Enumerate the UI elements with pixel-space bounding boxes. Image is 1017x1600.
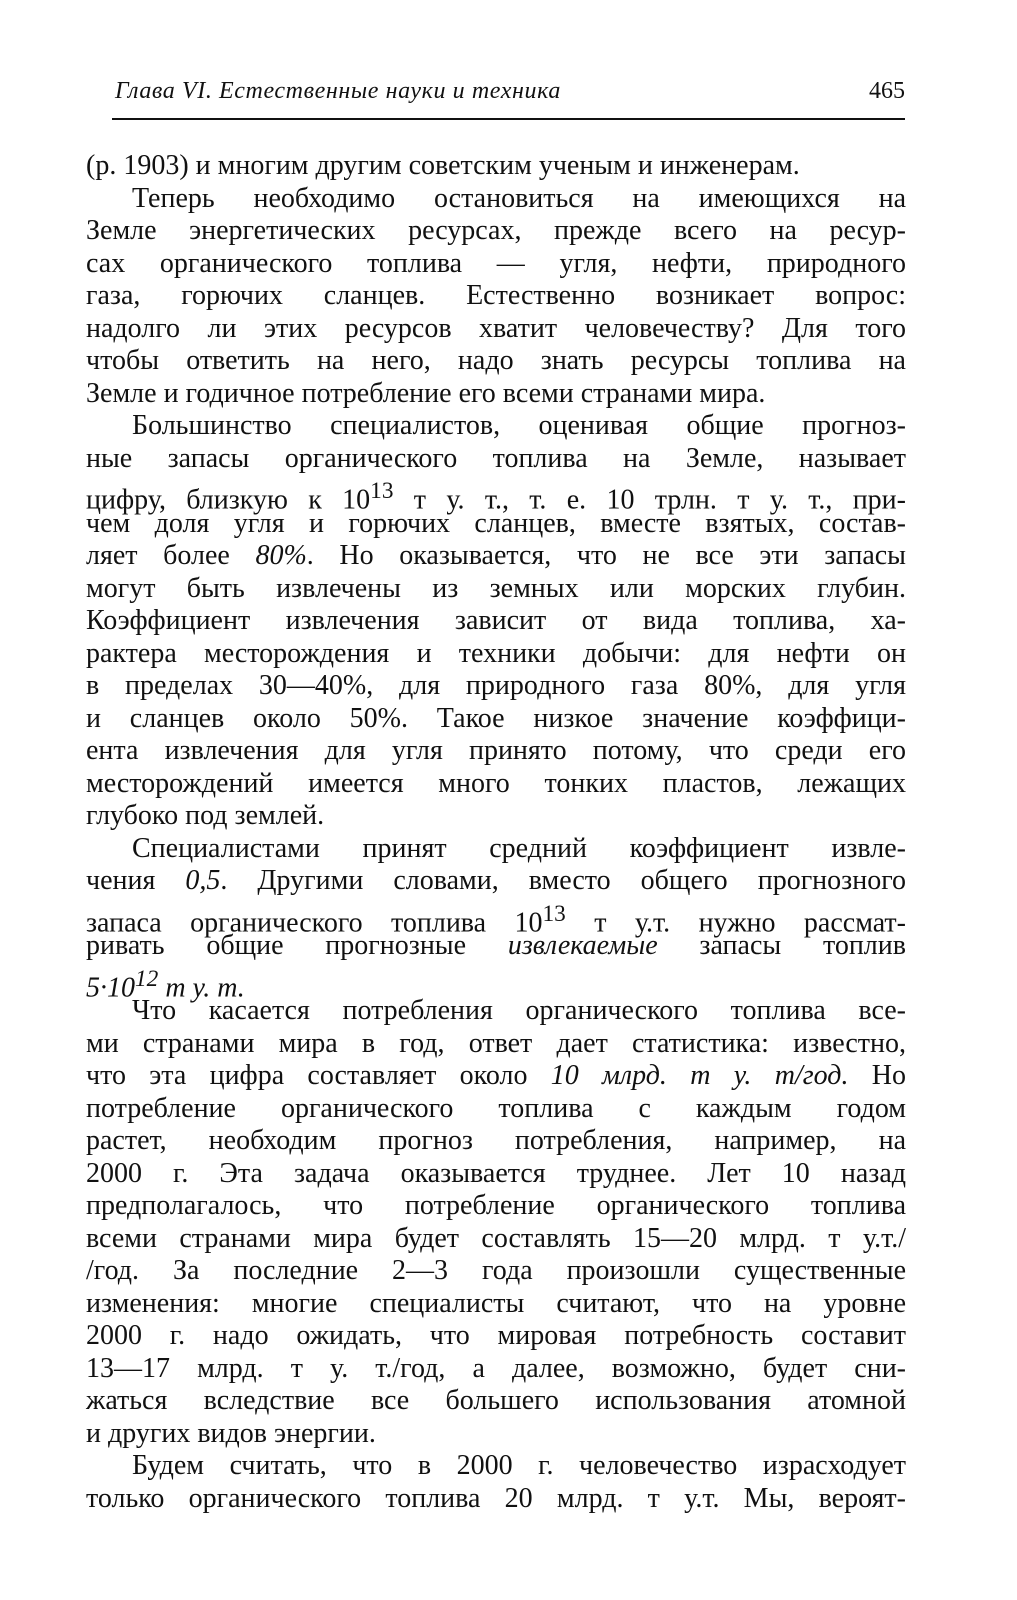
text-line: сах органического топлива — угля, нефти, природного [86, 247, 906, 279]
superscript: 13 [542, 900, 566, 927]
text-segment: 5·10 [86, 971, 135, 1003]
text-segment: т у.т. нужно рассмат- [565, 906, 906, 938]
text-line: месторождений имеется много тонких пластов, лежащих [86, 767, 906, 799]
text-line: чтобы ответить на него, надо знать ресурсы топлива на [86, 345, 906, 376]
italic-segment: 80% [255, 540, 307, 571]
text-line: растет, необходим прогноз потребления, например, на [86, 1125, 906, 1156]
superscript: 13 [370, 478, 394, 504]
text-line: и других видов энергии. [86, 1417, 376, 1449]
text-segment: . Другими словами, вместо общего прогнозного [220, 865, 906, 896]
text-line: /год. За последние 2—3 года произошли существенные [86, 1255, 906, 1286]
text-line: могут быть извлечены из земных или морских глубин. [86, 572, 906, 604]
text-line: газа, горючих сланцев. Естественно возникает вопрос: [86, 280, 906, 311]
text-line: Теперь необходимо остановиться на имеющихся на [132, 182, 906, 214]
text-line: потребление органического топлива с каждым годом [86, 1092, 906, 1124]
page-number: 465 [869, 78, 905, 104]
text-line: надолго ли этих ресурсов хватит человечеству? Для того [86, 312, 906, 344]
text-line: ные запасы органического топлива на Земле, называет [86, 442, 906, 474]
text-line: всеми странами мира будет составлять 15—20 млрд. т у.т./ [86, 1222, 906, 1254]
text-line: Земле и годичное потребление его всеми странами мира. [86, 377, 766, 409]
text-line: 2000 г. Эта задача оказывается труднее. Лет 10 назад [86, 1157, 906, 1189]
text-line: Коэффициент извлечения зависит от вида топлива, ха- [86, 605, 906, 636]
text-line: Земле энергетических ресурсах, прежде всего на ресур- [86, 215, 906, 246]
text-line: предполагалось, что потребление органического топлива [86, 1190, 906, 1221]
text-line [86, 1060, 906, 1093]
text-line [86, 865, 906, 898]
text-line [86, 475, 906, 516]
text-line: только органического топлива 20 млрд. т у.т. Мы, вероят- [86, 1482, 906, 1514]
text-line [86, 963, 906, 1003]
text-line: ента извлечения для угля принято потому, что среди его [86, 735, 906, 766]
text-line: Специалистами принят средний коэффициент извле- [132, 832, 906, 864]
text-line: Будем считать, что в 2000 г. человечество израсходует [132, 1450, 906, 1481]
text-line: глубоко под землей. [86, 800, 325, 831]
text-line [86, 898, 906, 938]
text-segment: запаса органического топлива 10 [86, 906, 543, 938]
superscript: 12 [135, 965, 159, 992]
running-header [115, 78, 905, 118]
text-segment: Но [848, 1060, 906, 1091]
text-segment: запасы топлив [657, 930, 906, 961]
text-line: чем доля угля и горючих сланцев, вместе взятых, состав- [86, 507, 906, 539]
text-segment: цифру, близкую к 10 [86, 484, 371, 516]
text-segment: что эта цифра составляет около [86, 1060, 551, 1091]
body-text [86, 150, 906, 1515]
text-segment: ляет более [86, 540, 256, 571]
text-line: Большинство специалистов, оценивая общие прогноз- [132, 410, 906, 441]
text-line: рактера месторождения и техники добычи: для нефти он [86, 637, 906, 669]
italic-segment: 0,5 [185, 865, 221, 896]
text-line: 13—17 млрд. т у. т./год, а далее, возможно, будет сни- [86, 1352, 906, 1384]
text-line: (р. 1903) и многим другим советским ученым и инженерам. [86, 150, 800, 181]
text-line [86, 540, 906, 573]
italic-segment: извлекаемые [507, 930, 658, 961]
text-segment: чения [86, 865, 186, 896]
text-line: и сланцев около 50%. Такое низкое значение коэффици- [86, 702, 906, 734]
text-segment: . Но оказывается, что не все эти запасы [306, 540, 906, 571]
text-line: изменения: многие специалисты считают, что на уровне [86, 1287, 906, 1319]
text-line: жаться вследствие все большего использования атомной [86, 1385, 906, 1416]
text-line [86, 930, 906, 963]
text-line: Что касается потребления органического топлива все- [132, 995, 906, 1026]
header-rule [112, 118, 905, 120]
text-segment: ривать общие прогнозные [86, 930, 508, 961]
text-line: ми странами мира в год, ответ дает статистика: известно, [86, 1027, 906, 1059]
text-segment: т у. т. [158, 971, 245, 1003]
text-line: в пределах 30—40%, для природного газа 80%, для угля [86, 670, 906, 701]
chapter-title: Глава VI. Естественные науки и техника [115, 78, 561, 104]
text-line: 2000 г. надо ожидать, что мировая потребность составит [86, 1320, 906, 1351]
italic-segment: 10 млрд. т у. т/год. [550, 1060, 849, 1091]
text-segment: т у. т., т. е. 10 трлн. т у. т., при- [393, 484, 906, 516]
